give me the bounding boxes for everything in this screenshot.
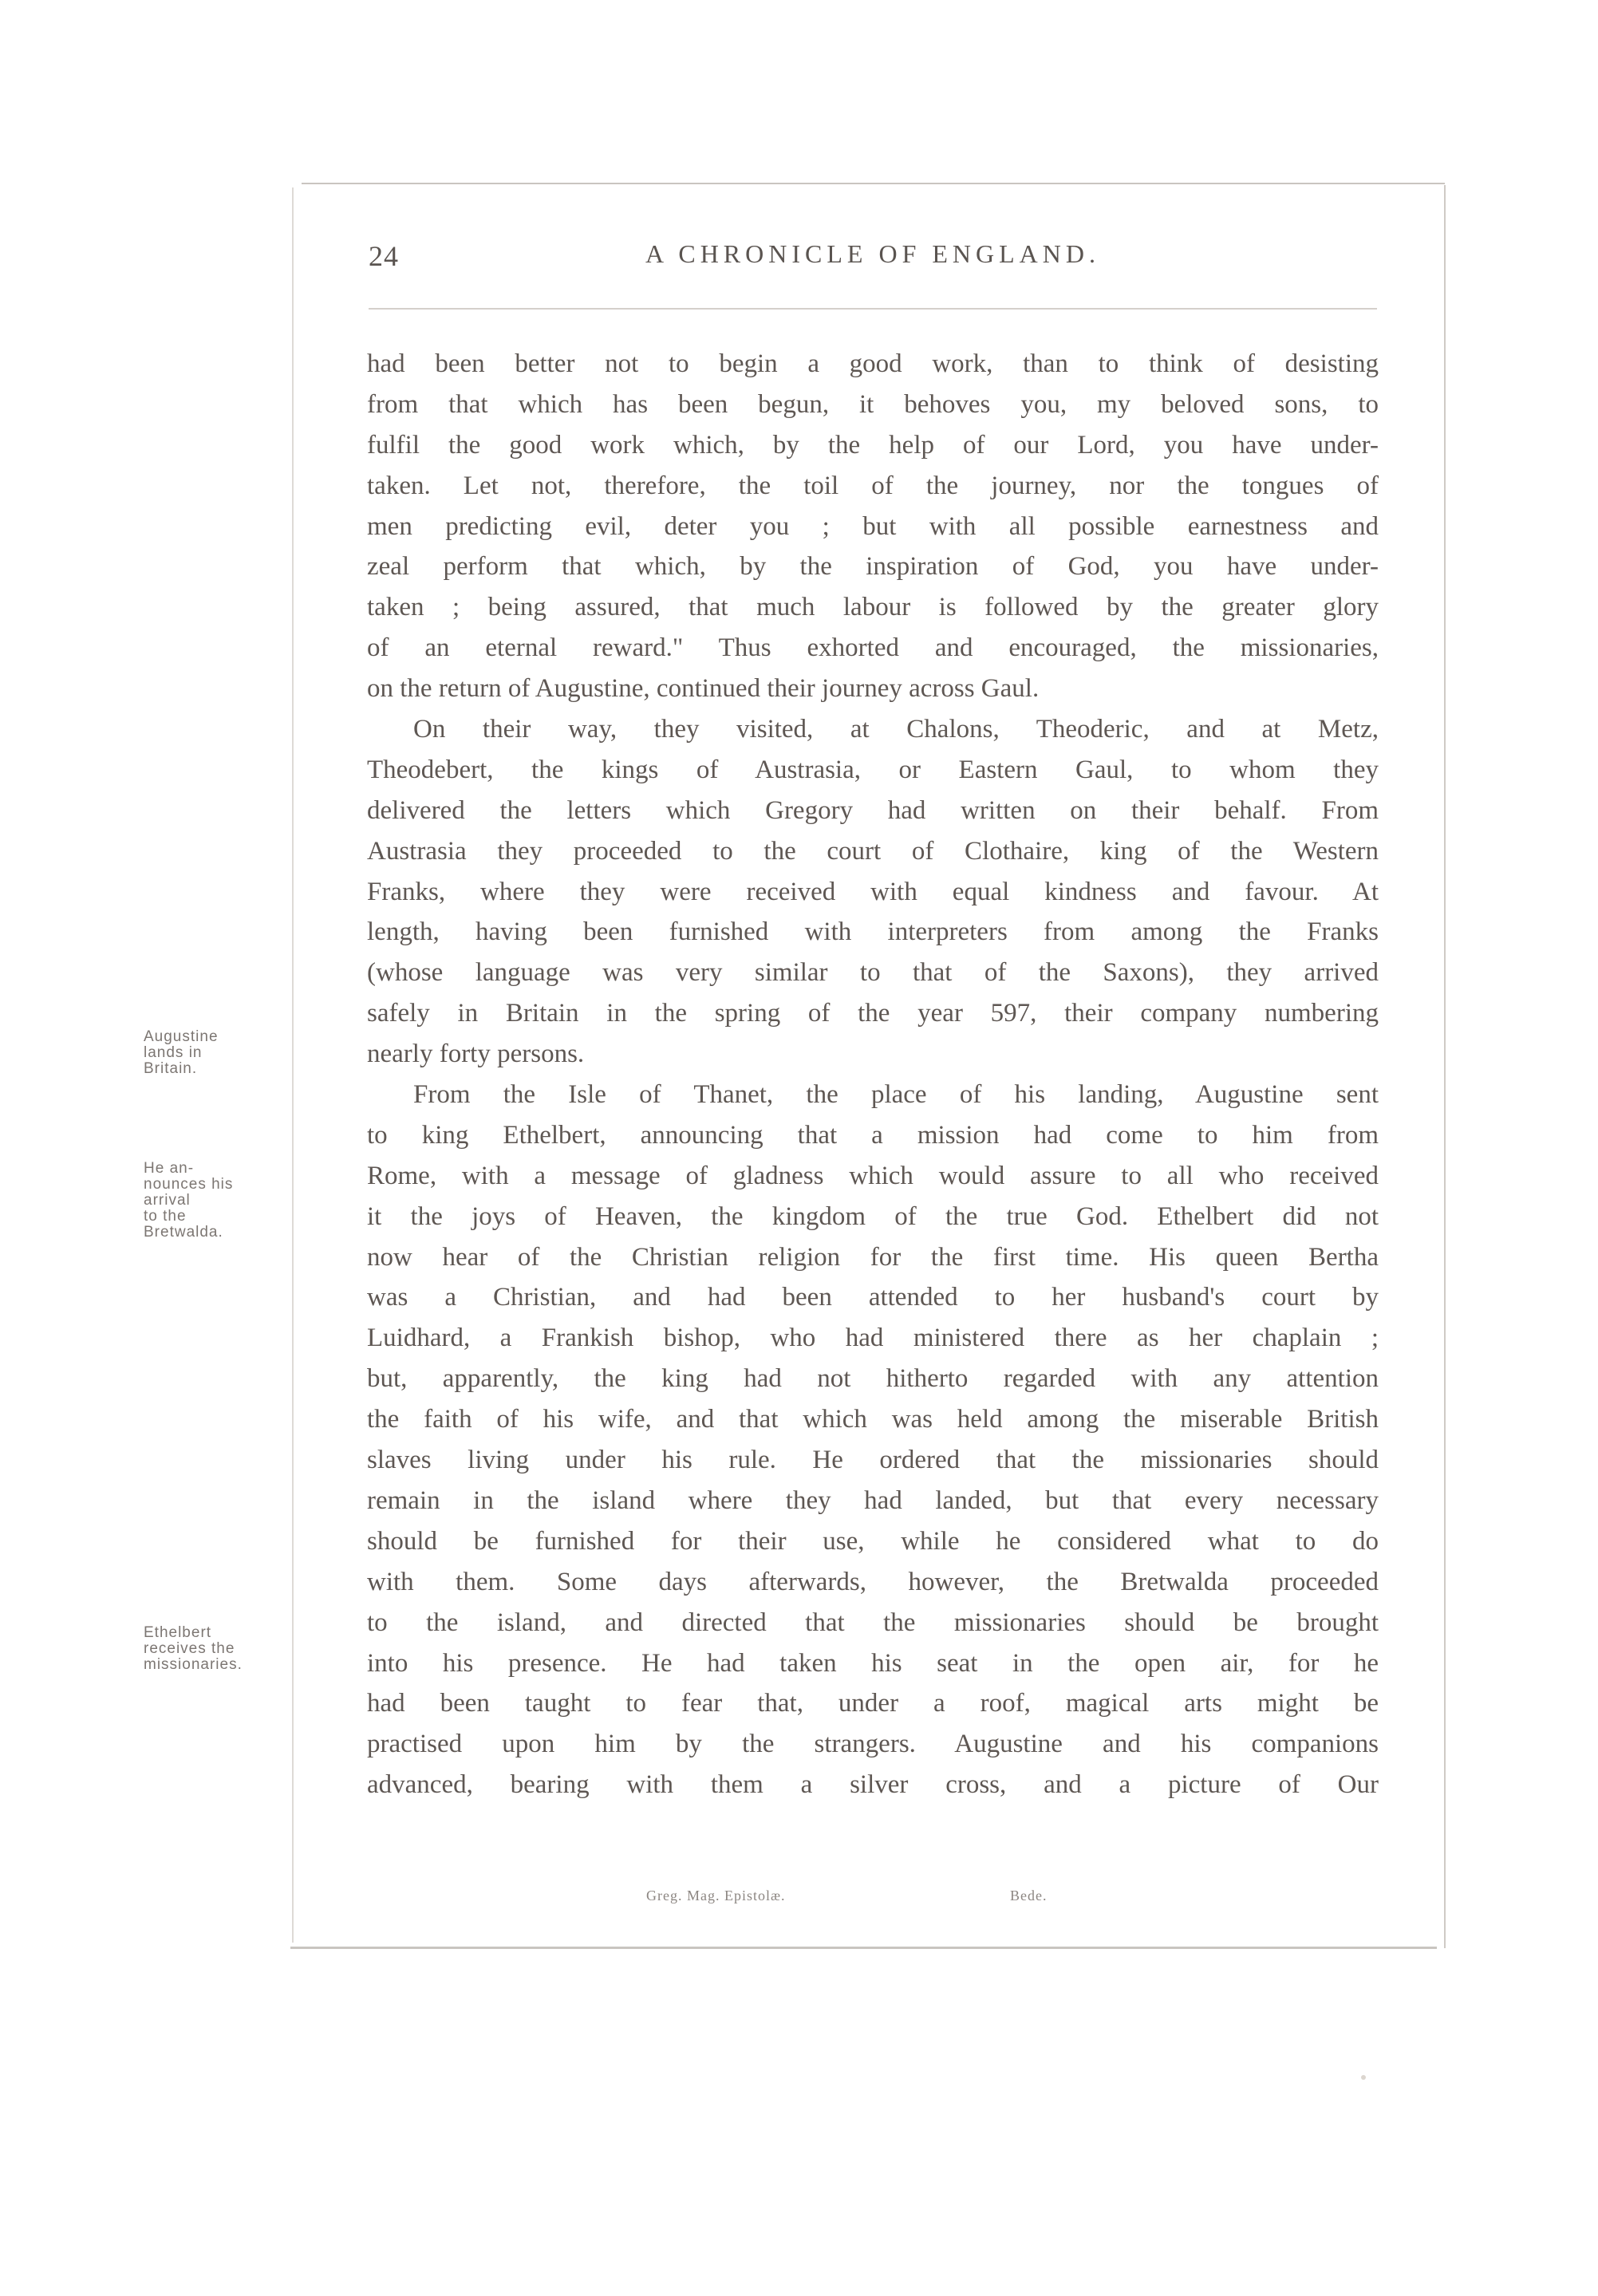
text-line: safely in Britain in the spring of the year 597, their company numbering bbox=[367, 999, 1379, 1028]
text-line: to king Ethelbert, announcing that a mission had come to him from bbox=[367, 1120, 1379, 1150]
text-line: practised upon him by the strangers. Augustine and his companions bbox=[367, 1730, 1379, 1759]
footnote-source: Greg. Mag. Epistolæ. bbox=[646, 1888, 786, 1903]
text-line: was a Christian, and had been attended to her husband's court by bbox=[367, 1283, 1379, 1312]
margin-note-line: Ethelbert bbox=[144, 1624, 212, 1641]
text-line: taken ; being assured, that much labour is followed by the greater glory bbox=[367, 593, 1379, 622]
text-line: to the island, and directed that the missionaries should be brought bbox=[367, 1608, 1379, 1637]
text-line: From the Isle of Thanet, the place of his landing, Augustine sent bbox=[413, 1080, 1379, 1110]
text-line: length, having been furnished with interpreters from among the Franks bbox=[367, 917, 1379, 947]
header-rule bbox=[369, 308, 1377, 310]
margin-note-line: receives the bbox=[144, 1640, 235, 1657]
text-line: it the joys of Heaven, the kingdom of the true God. Ethelbert did not bbox=[367, 1201, 1379, 1231]
text-line: from that which has been begun, it behoves you, my beloved sons, to bbox=[367, 389, 1379, 419]
margin-note-line: nounces his bbox=[144, 1176, 234, 1193]
page-number: 24 bbox=[369, 240, 399, 272]
text-line: Rome, with a message of gladness which would assure to all who received bbox=[367, 1161, 1379, 1190]
page-header bbox=[369, 239, 1377, 279]
top-rule bbox=[302, 183, 1445, 184]
margin-note-augustine-lands bbox=[144, 1029, 311, 1077]
body-text bbox=[367, 344, 1379, 1805]
text-line: taken. Let not, therefore, the toil of the journey, nor the tongues of bbox=[367, 471, 1379, 500]
margin-note-line: Britain. bbox=[144, 1060, 198, 1077]
margin-note-line: to the bbox=[144, 1208, 187, 1225]
text-line: nearly forty persons. bbox=[367, 1040, 585, 1069]
text-line: delivered the letters which Gregory had written on their behalf. From bbox=[367, 795, 1379, 825]
margin-note-line: arrival bbox=[144, 1192, 191, 1209]
text-line: with them. Some days afterwards, however, the Bretwalda proceeded bbox=[367, 1567, 1379, 1596]
margin-note-line: He an- bbox=[144, 1160, 195, 1177]
text-line: but, apparently, the king had not hitherto regarded with any attention bbox=[367, 1364, 1379, 1394]
text-line: (whose language was very similar to that of the Saxons), they arrived bbox=[367, 958, 1379, 988]
text-line: should be furnished for their use, while he considered what to do bbox=[367, 1526, 1379, 1556]
text-line: now hear of the Christian religion for the first time. His queen Bertha bbox=[367, 1242, 1379, 1272]
text-line: Franks, where they were received with equal kindness and favour. At bbox=[367, 877, 1379, 906]
text-line: Theodebert, the kings of Austrasia, or Eastern Gaul, to whom they bbox=[367, 755, 1379, 784]
text-line: men predicting evil, deter you ; but with all possible earnestness and bbox=[367, 511, 1379, 541]
text-line: Austrasia they proceeded to the court of Clothaire, king of the Western bbox=[367, 836, 1379, 866]
text-line: on the return of Augustine, continued their journey across Gaul. bbox=[367, 674, 1040, 704]
text-line: advanced, bearing with them a silver cross, and a picture of Our bbox=[367, 1770, 1379, 1800]
text-line: remain in the island where they had landed, but that every necessary bbox=[367, 1485, 1379, 1515]
margin-note-line: lands in bbox=[144, 1044, 203, 1061]
margin-note-line: Bretwalda. bbox=[144, 1224, 223, 1241]
text-line: zeal perform that which, by the inspiration of God, you have under- bbox=[367, 552, 1379, 582]
text-line: had been taught to fear that, under a roof, magical arts might be bbox=[367, 1689, 1379, 1718]
footnote-source: Bede. bbox=[1010, 1888, 1048, 1903]
margin-note-line: missionaries. bbox=[144, 1656, 243, 1673]
text-line: fulfil the good work which, by the help of our Lord, you have under- bbox=[367, 430, 1379, 460]
text-line: On their way, they visited, at Chalons, Theoderic, and at Metz, bbox=[413, 715, 1379, 744]
paper-speck bbox=[1361, 2075, 1366, 2080]
text-line: Luidhard, a Frankish bishop, who had ministered there as her chaplain ; bbox=[367, 1324, 1379, 1353]
text-line: the faith of his wife, and that which was held among the miserable British bbox=[367, 1405, 1379, 1434]
running-title: A CHRONICLE OF ENGLAND. bbox=[645, 239, 1100, 268]
margin-note-ethelbert-receives bbox=[144, 1625, 311, 1673]
text-line: slaves living under his rule. He ordered that the missionaries should bbox=[367, 1446, 1379, 1475]
footnotes bbox=[558, 1888, 1197, 1911]
bottom-rule bbox=[290, 1947, 1437, 1949]
text-line: into his presence. He had taken his seat in the open air, for he bbox=[367, 1648, 1379, 1678]
margin-note-announces-arrival bbox=[144, 1161, 311, 1241]
text-line: had been better not to begin a good work, than to think of desisting bbox=[367, 349, 1379, 378]
margin-note-line: Augustine bbox=[144, 1028, 219, 1045]
right-rule bbox=[1444, 185, 1446, 1948]
text-line: of an eternal reward." Thus exhorted and encouraged, the missionaries, bbox=[367, 633, 1379, 663]
